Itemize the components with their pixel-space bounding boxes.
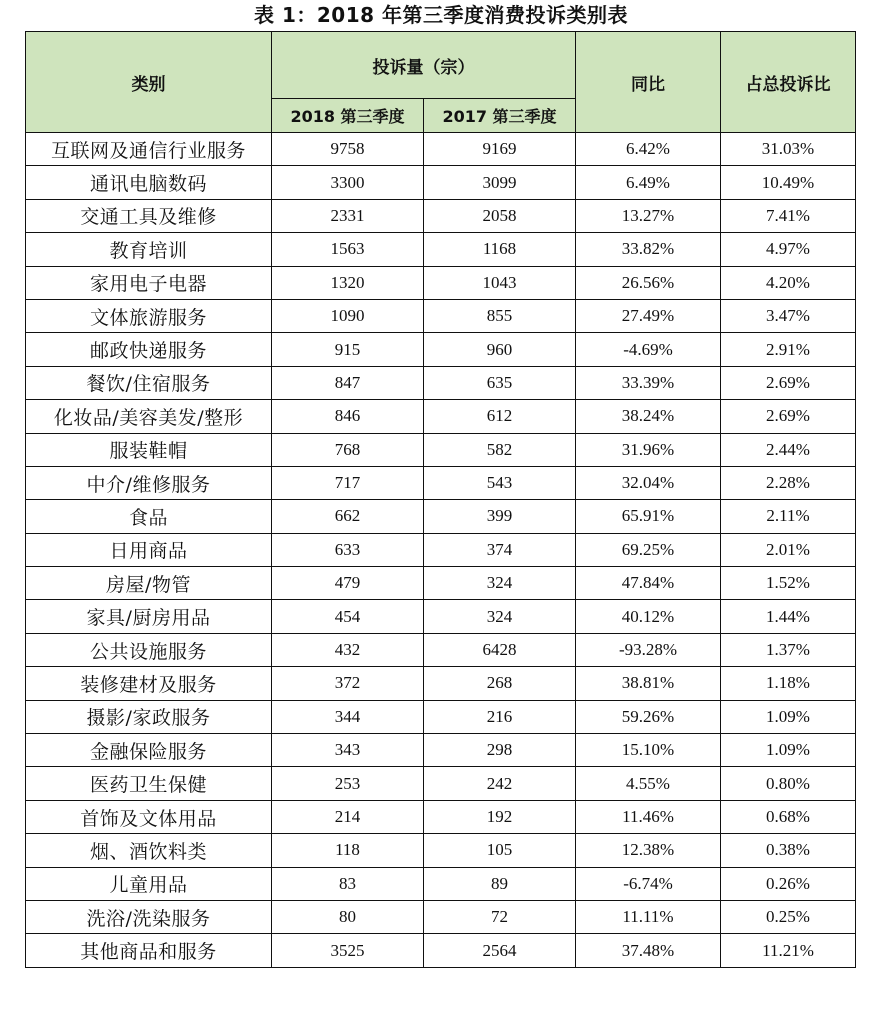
q3-2017-cell: 3099 (424, 166, 576, 199)
q3-2018-cell: 372 (272, 667, 424, 700)
q3-2018-cell: 118 (272, 834, 424, 867)
share-cell: 2.91% (721, 333, 856, 366)
yoy-cell: 15.10% (576, 734, 721, 767)
yoy-cell: 37.48% (576, 934, 721, 967)
yoy-cell: 11.11% (576, 900, 721, 933)
yoy-cell: 27.49% (576, 299, 721, 332)
table-header (26, 32, 856, 133)
q3-2017-cell: 9169 (424, 133, 576, 166)
q3-2017-cell: 1168 (424, 233, 576, 266)
share-cell: 1.52% (721, 567, 856, 600)
table-row (26, 333, 856, 366)
table-row (26, 533, 856, 566)
q3-2017-cell: 582 (424, 433, 576, 466)
category-cell: 其他商品和服务 (26, 934, 272, 967)
yoy-cell: 69.25% (576, 533, 721, 566)
header-q3-2018: 2018 第三季度 (272, 99, 424, 133)
q3-2017-cell: 89 (424, 867, 576, 900)
table-row (26, 433, 856, 466)
q3-2017-cell: 2058 (424, 199, 576, 232)
category-cell: 洗浴/洗染服务 (26, 900, 272, 933)
q3-2017-cell: 192 (424, 800, 576, 833)
table-row (26, 299, 856, 332)
q3-2018-cell: 214 (272, 800, 424, 833)
q3-2018-cell: 454 (272, 600, 424, 633)
category-cell: 食品 (26, 500, 272, 533)
q3-2017-cell: 216 (424, 700, 576, 733)
complaint-category-table (25, 31, 856, 968)
q3-2018-cell: 9758 (272, 133, 424, 166)
table-row (26, 834, 856, 867)
share-cell: 2.69% (721, 366, 856, 399)
table-row (26, 633, 856, 666)
q3-2018-cell: 80 (272, 900, 424, 933)
share-cell: 0.80% (721, 767, 856, 800)
yoy-cell: 11.46% (576, 800, 721, 833)
yoy-cell: 59.26% (576, 700, 721, 733)
q3-2017-cell: 268 (424, 667, 576, 700)
share-cell: 1.09% (721, 734, 856, 767)
header-q3-2017: 2017 第三季度 (424, 99, 576, 133)
share-cell: 7.41% (721, 199, 856, 232)
q3-2017-cell: 298 (424, 734, 576, 767)
yoy-cell: 65.91% (576, 500, 721, 533)
category-cell: 互联网及通信行业服务 (26, 133, 272, 166)
table-row (26, 700, 856, 733)
q3-2018-cell: 1090 (272, 299, 424, 332)
q3-2017-cell: 855 (424, 299, 576, 332)
yoy-cell: -6.74% (576, 867, 721, 900)
q3-2017-cell: 635 (424, 366, 576, 399)
share-cell: 4.97% (721, 233, 856, 266)
q3-2017-cell: 612 (424, 400, 576, 433)
q3-2017-cell: 2564 (424, 934, 576, 967)
table-row (26, 366, 856, 399)
category-cell: 化妆品/美容美发/整形 (26, 400, 272, 433)
table-row (26, 900, 856, 933)
table-row (26, 500, 856, 533)
table-row (26, 867, 856, 900)
yoy-cell: 31.96% (576, 433, 721, 466)
q3-2018-cell: 344 (272, 700, 424, 733)
header-yoy: 同比 (576, 32, 721, 133)
q3-2018-cell: 479 (272, 567, 424, 600)
table-row (26, 233, 856, 266)
q3-2018-cell: 915 (272, 333, 424, 366)
q3-2018-cell: 253 (272, 767, 424, 800)
share-cell: 2.28% (721, 466, 856, 499)
q3-2018-cell: 3525 (272, 934, 424, 967)
share-cell: 0.38% (721, 834, 856, 867)
q3-2017-cell: 324 (424, 567, 576, 600)
yoy-cell: 38.24% (576, 400, 721, 433)
category-cell: 医药卫生保健 (26, 767, 272, 800)
yoy-cell: 33.39% (576, 366, 721, 399)
share-cell: 1.44% (721, 600, 856, 633)
q3-2018-cell: 3300 (272, 166, 424, 199)
q3-2017-cell: 324 (424, 600, 576, 633)
q3-2018-cell: 717 (272, 466, 424, 499)
table-row (26, 667, 856, 700)
category-cell: 餐饮/住宿服务 (26, 366, 272, 399)
header-category: 类别 (26, 32, 272, 133)
table-row (26, 199, 856, 232)
yoy-cell: 33.82% (576, 233, 721, 266)
table-title: 表 1：2018 年第三季度消费投诉类别表 (253, 3, 628, 27)
table-row (26, 600, 856, 633)
q3-2018-cell: 2331 (272, 199, 424, 232)
q3-2018-cell: 1320 (272, 266, 424, 299)
yoy-cell: -4.69% (576, 333, 721, 366)
category-cell: 日用商品 (26, 533, 272, 566)
category-cell: 装修建材及服务 (26, 667, 272, 700)
share-cell: 0.25% (721, 900, 856, 933)
category-cell: 家具/厨房用品 (26, 600, 272, 633)
share-cell: 1.09% (721, 700, 856, 733)
share-cell: 11.21% (721, 934, 856, 967)
yoy-cell: 13.27% (576, 199, 721, 232)
share-cell: 0.68% (721, 800, 856, 833)
category-cell: 家用电子电器 (26, 266, 272, 299)
yoy-cell: 6.49% (576, 166, 721, 199)
table-row (26, 166, 856, 199)
yoy-cell: 12.38% (576, 834, 721, 867)
q3-2017-cell: 6428 (424, 633, 576, 666)
table-row (26, 934, 856, 967)
header-complaint-volume: 投诉量（宗） (272, 32, 576, 99)
table-row (26, 567, 856, 600)
category-cell: 房屋/物管 (26, 567, 272, 600)
yoy-cell: 40.12% (576, 600, 721, 633)
table-body (26, 133, 856, 968)
yoy-cell: -93.28% (576, 633, 721, 666)
q3-2017-cell: 399 (424, 500, 576, 533)
share-cell: 10.49% (721, 166, 856, 199)
table-row (26, 133, 856, 166)
share-cell: 2.69% (721, 400, 856, 433)
q3-2017-cell: 1043 (424, 266, 576, 299)
category-cell: 摄影/家政服务 (26, 700, 272, 733)
yoy-cell: 32.04% (576, 466, 721, 499)
yoy-cell: 47.84% (576, 567, 721, 600)
share-cell: 4.20% (721, 266, 856, 299)
q3-2018-cell: 847 (272, 366, 424, 399)
table-row (26, 767, 856, 800)
table-row (26, 466, 856, 499)
category-cell: 通讯电脑数码 (26, 166, 272, 199)
header-share: 占总投诉比 (721, 32, 856, 133)
category-cell: 服装鞋帽 (26, 433, 272, 466)
category-cell: 烟、酒饮料类 (26, 834, 272, 867)
category-cell: 邮政快递服务 (26, 333, 272, 366)
share-cell: 0.26% (721, 867, 856, 900)
category-cell: 儿童用品 (26, 867, 272, 900)
q3-2017-cell: 72 (424, 900, 576, 933)
q3-2017-cell: 543 (424, 466, 576, 499)
category-cell: 中介/维修服务 (26, 466, 272, 499)
q3-2017-cell: 960 (424, 333, 576, 366)
yoy-cell: 26.56% (576, 266, 721, 299)
q3-2018-cell: 432 (272, 633, 424, 666)
share-cell: 1.18% (721, 667, 856, 700)
category-cell: 首饰及文体用品 (26, 800, 272, 833)
q3-2017-cell: 374 (424, 533, 576, 566)
q3-2018-cell: 768 (272, 433, 424, 466)
category-cell: 文体旅游服务 (26, 299, 272, 332)
share-cell: 2.01% (721, 533, 856, 566)
share-cell: 1.37% (721, 633, 856, 666)
yoy-cell: 38.81% (576, 667, 721, 700)
q3-2018-cell: 846 (272, 400, 424, 433)
table-row (26, 266, 856, 299)
q3-2018-cell: 343 (272, 734, 424, 767)
q3-2018-cell: 83 (272, 867, 424, 900)
category-cell: 教育培训 (26, 233, 272, 266)
share-cell: 2.11% (721, 500, 856, 533)
share-cell: 3.47% (721, 299, 856, 332)
share-cell: 31.03% (721, 133, 856, 166)
share-cell: 2.44% (721, 433, 856, 466)
q3-2017-cell: 242 (424, 767, 576, 800)
q3-2018-cell: 1563 (272, 233, 424, 266)
category-cell: 金融保险服务 (26, 734, 272, 767)
q3-2018-cell: 662 (272, 500, 424, 533)
category-cell: 公共设施服务 (26, 633, 272, 666)
table-row (26, 800, 856, 833)
table-row (26, 734, 856, 767)
yoy-cell: 6.42% (576, 133, 721, 166)
q3-2018-cell: 633 (272, 533, 424, 566)
q3-2017-cell: 105 (424, 834, 576, 867)
yoy-cell: 4.55% (576, 767, 721, 800)
category-cell: 交通工具及维修 (26, 199, 272, 232)
table-row (26, 400, 856, 433)
